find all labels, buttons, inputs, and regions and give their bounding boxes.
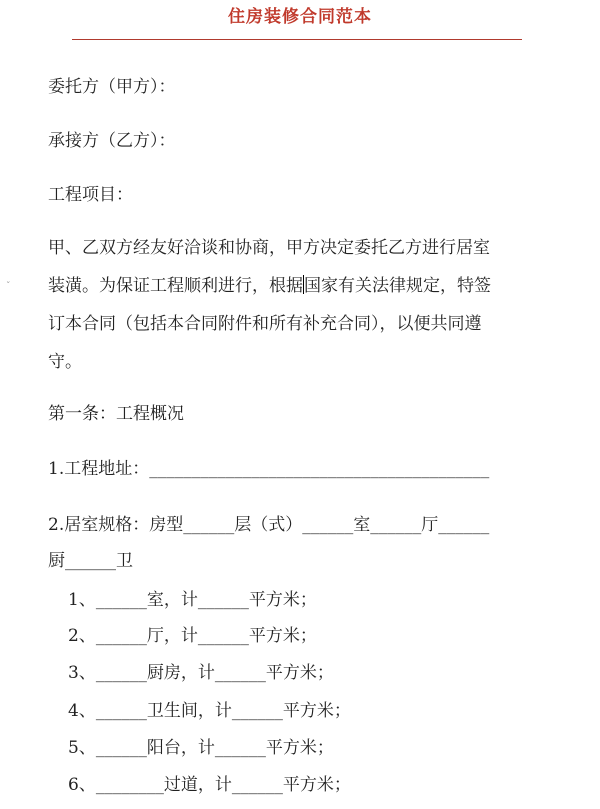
spec-line-2: 厨______卫 <box>48 551 133 571</box>
article1-heading: 第一条：工程概况 <box>48 404 184 424</box>
document-title: 住房装修合同范本 <box>228 7 372 27</box>
client-party-line: 委托方（甲方）： <box>48 77 176 97</box>
intro-line: 甲、乙双方经友好洽谈和协商，甲方决定委托乙方进行居室 <box>48 238 490 258</box>
address-line: 1.工程地址：________________________________________ <box>48 459 490 479</box>
intro-line <box>48 267 558 305</box>
intro-line: 守。 <box>48 352 82 372</box>
room-item: 2、______厅，计______平方米； <box>68 626 317 646</box>
room-item: 5、______阳台，计______平方米； <box>68 738 334 758</box>
title-underline <box>72 39 522 40</box>
room-item: 1、______室，计______平方米； <box>68 590 317 610</box>
room-item: 6、________过道，计______平方米； <box>68 775 351 795</box>
intro-segment: 国家有关法律规定，特签 <box>304 276 491 296</box>
intro-segment: 装潢。为保证工程顺利进行，根据 <box>48 276 303 296</box>
project-line: 工程项目： <box>48 185 133 205</box>
contractor-party-line: 承接方（乙方）： <box>48 131 176 151</box>
room-item: 4、______卫生间，计______平方米； <box>68 701 351 721</box>
intro-line: 订本合同（包括本合同附件和所有补充合同），以便共同遵 <box>48 314 482 334</box>
intro-paragraph <box>48 229 558 381</box>
margin-marker-icon: ˇ <box>6 282 11 292</box>
room-item: 3、______厨房，计______平方米； <box>68 663 334 683</box>
spec-line-1: 2.居室规格：房型______层（式）______室______厅______ <box>48 515 490 535</box>
